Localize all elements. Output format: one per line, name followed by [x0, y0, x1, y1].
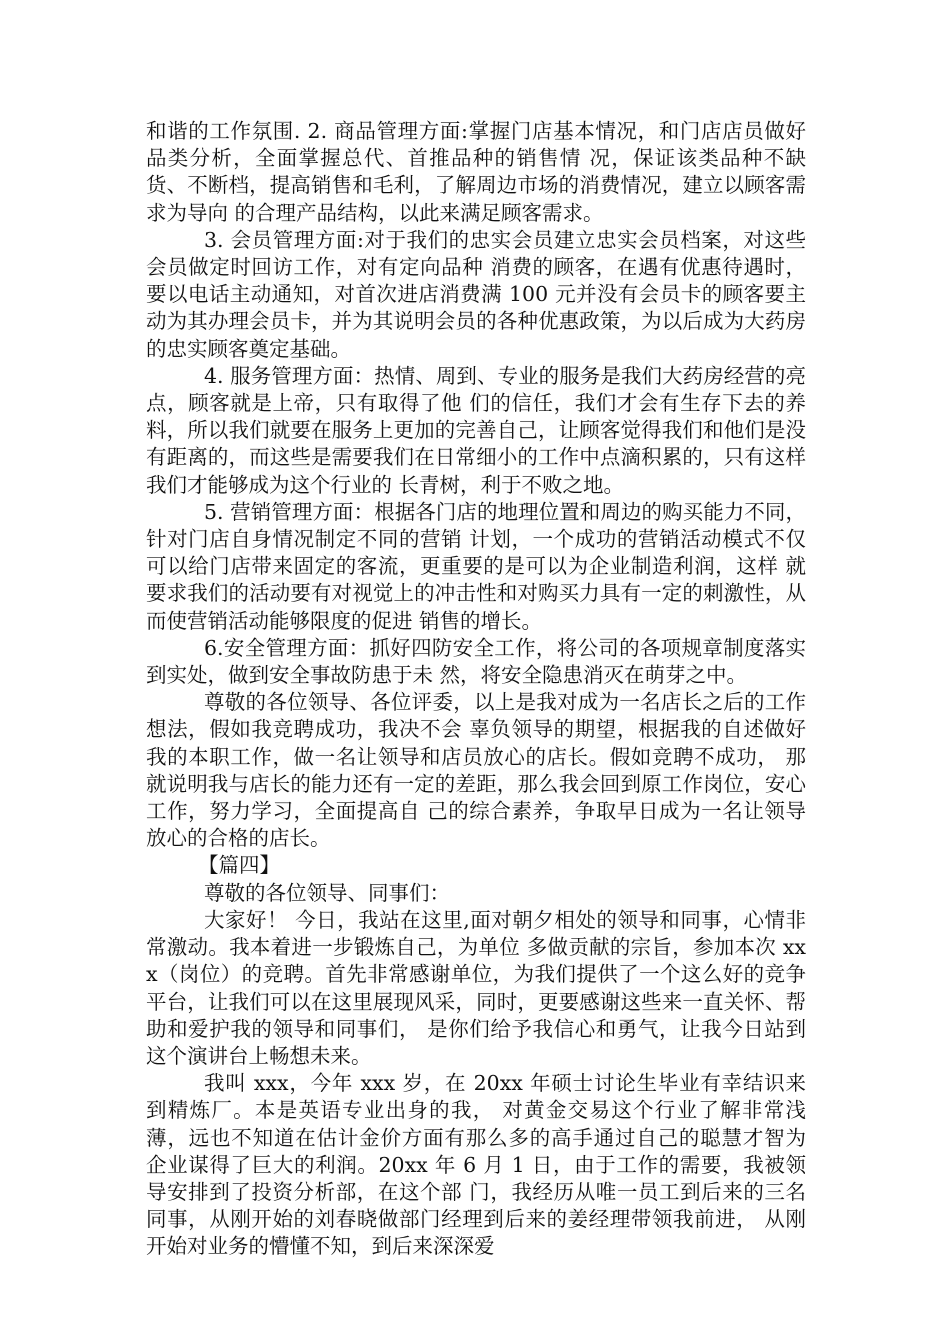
paragraph-greeting: 尊敬的各位领导、同事们： — [204, 880, 450, 905]
document-body — [146, 118, 806, 1261]
paragraph-safety-management: 6.安全管理方面：抓好四防安全工作，将公司的各项规章制度落实到实处，做到安全事故防患于未 然，将安全隐患消灭在萌芽之中。 — [146, 635, 806, 688]
section-heading-part-four: 【篇四】 — [198, 853, 280, 878]
paragraph-member-management: 3. 会员管理方面:对于我们的忠实会员建立忠实会员档案，对这些会员做定时回访工作，对有定向品种 消费的顾客，在遇有优惠待遇时，要以电话主动通知，对首次进店消费满 100 元并没有会员卡的顾客要主 动为其办理会员卡，并为其说明会员的各种优惠政策，为以后成为大药房的忠实顾客奠定基础。 — [146, 227, 806, 361]
paragraph-marketing-management: 5. 营销管理方面：根据各门店的地理位置和周边的购买能力不同，针对门店自身情况制定不同的营销 计划，一个成功的营销活动模式不仅可以给门店带来固定的客流，更重要的是可以为企业制造利润，这样 就要求我们的活动要有对视觉上的冲击性和对购买力具有一定的刺激性，从而使营销活动能够限度的促进 销售的增长。 — [146, 499, 806, 633]
paragraph-service-management: 4. 服务管理方面：热情、周到、专业的服务是我们大药房经营的亮点，顾客就是上帝，只有取得了他 们的信任，我们才会有生存下去的养料，所以我们就要在服务上更加的完善自己，让顾客觉得我们和他们是没有距离的，而这些是需要我们在日常细小的工作中点滴积累的，只有这样我们才能够成为这个行业的 长青树，利于不败之地。 — [146, 363, 806, 497]
paragraph-closing-remarks: 尊敬的各位领导、各位评委，以上是我对成为一名店长之后的工作想法，假如我竞聘成功，我决不会 辜负领导的期望，根据我的自述做好我的本职工作，做一名让领导和店员放心的店长。假如竞聘不成功， 那就说明我与店长的能力还有一定的差距，那么我会回到原工作岗位，安心工作，努力学习，全面提高自 己的综合素养，争取早日成为一名让领导放心的合格的店长。 — [146, 690, 806, 851]
paragraph-personal-background: 我叫 xxx，今年 xxx 岁，在 20xx 年硕士讨论生毕业有幸结识来到精炼厂。本是英语专业出身的我， 对黄金交易这个行业了解非常浅薄，远也不知道在估计金价方面有那么多的高手通过自己的聪慧才智为 企业谋得了巨大的利润。20xx 年 6 月 1 日，由于工作的需要，我被领导安排到了投资分析部，在这个部 门，我经历从唯一员工到后来的三名同事，从刚开始的刘春晓做部门经理到后来的姜经理带领我前进， 从刚开始对业务的懵懂不知，到后来深深爱 — [146, 1071, 806, 1259]
paragraph-product-management: 和谐的工作氛围. 2. 商品管理方面:掌握门店基本情况，和门店店员做好品类分析，全面掌握总代、首推品种的销售情 况，保证该类品种不缺货、不断档，提高销售和毛利，了解周边市场的消费情况，建立以顾客需求为导向 的合理产品结构，以此来满足顾客需求。 — [146, 119, 806, 225]
paragraph-introduction: 大家好！ 今日，我站在这里,面对朝夕相处的领导和同事，心情非常激动。我本着进一步锻炼自己，为单位 多做贡献的宗旨，参加本次 xxx（岗位）的竞聘。首先非常感谢单位，为我们提供了一个这么好的竞争 平台，让我们可以在这里展现风采，同时，更要感谢这些来一直关怀、帮助和爱护我的领导和同事们， 是你们给予我信心和勇气，让我今日站到这个演讲台上畅想未来。 — [146, 907, 806, 1068]
